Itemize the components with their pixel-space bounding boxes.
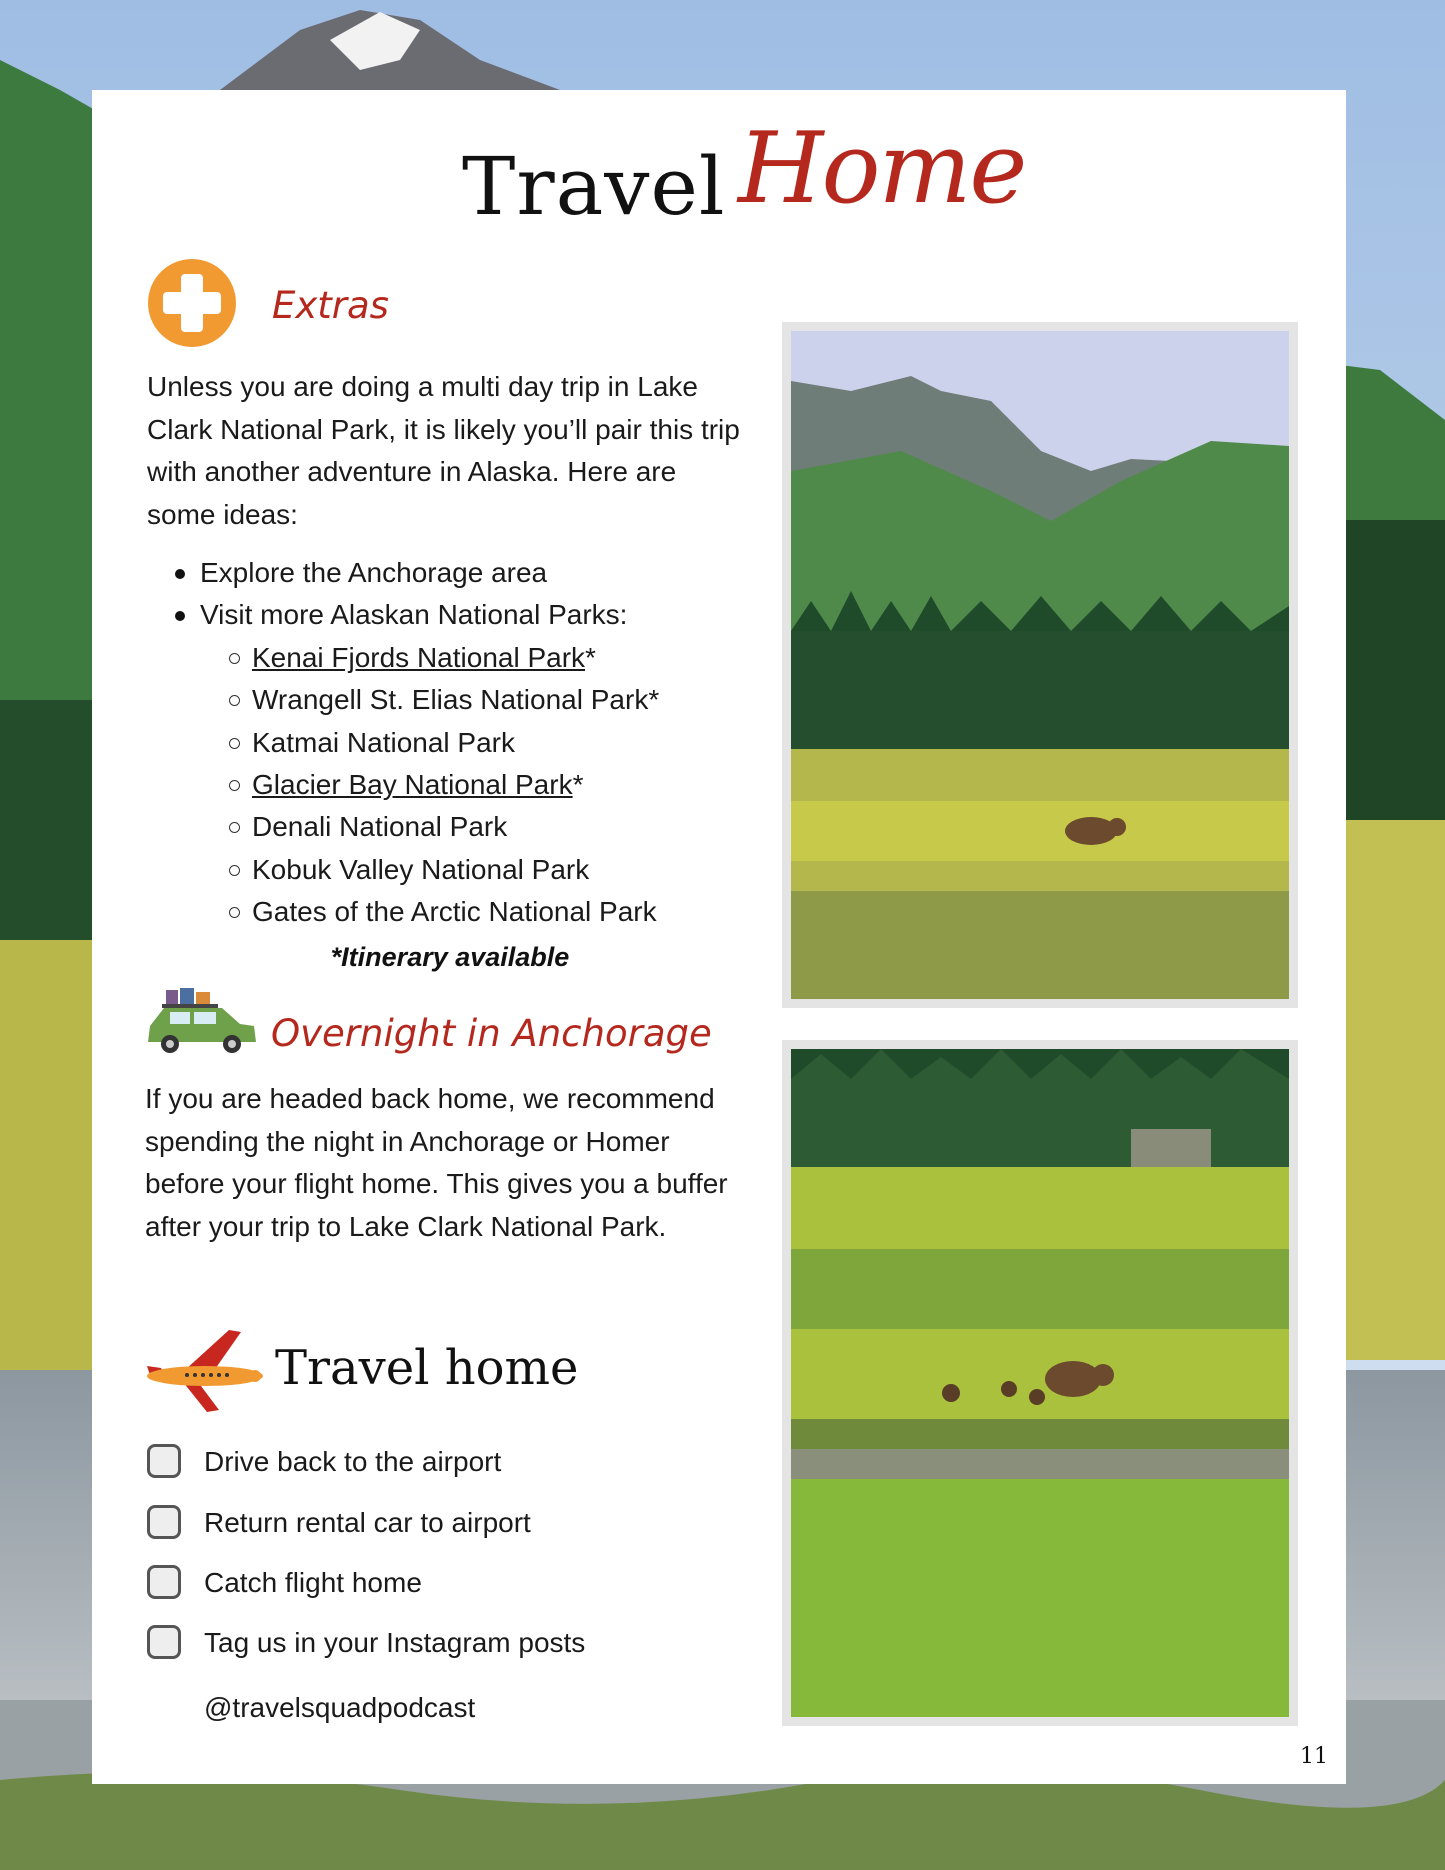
checkbox[interactable] [147,1625,181,1659]
park-item-denali: Denali National Park [172,806,659,848]
photo-mountain-meadow [782,322,1298,1008]
checkbox[interactable] [147,1505,181,1539]
instagram-handle: @travelsquadpodcast [204,1692,476,1723]
park-link[interactable]: Kenai Fjords National Park [252,641,586,673]
travel-home-heading: Travel home [275,1340,579,1396]
plus-icon [147,258,237,348]
checklist-label: Catch flight home [204,1567,422,1598]
list-item: Visit more Alaskan National Parks: [172,594,659,636]
checkbox[interactable] [147,1565,181,1599]
itinerary-note: *Itinerary available [330,942,570,972]
airplane-icon [143,1326,267,1414]
car-icon [144,986,260,1058]
overnight-heading: Overnight in Anchorage [271,1012,712,1055]
overnight-body: If you are headed back home, we recommend spending the night in Anchorage or Homer before your flight home. This gives you a buffer after your trip to Lake Clark National Park. [145,1083,728,1242]
park-link[interactable]: Glacier Bay National Park [252,768,573,800]
page-title: Travel [462,140,726,233]
park-item-kobuk: Kobuk Valley National Park [172,849,659,891]
extras-intro: Unless you are doing a multi day trip in Lake Clark National Park, it is likely you’ll pair this trip with another adventure in Alaska. Here are some ideas: [147,371,740,530]
list-item: Explore the Anchorage area [172,552,659,594]
park-item-kenai: Kenai Fjords National Park* [172,637,659,679]
park-item-katmai: Katmai National Park [172,722,659,764]
extras-heading: Extras [272,284,389,327]
photo-bear-family [782,1040,1298,1726]
park-item-gates: Gates of the Arctic National Park [172,891,659,933]
page-number: 11 [1300,1744,1328,1769]
checkbox[interactable] [147,1444,181,1478]
extras-list [172,552,659,934]
checklist-label: Tag us in your Instagram posts [204,1627,586,1658]
park-item-wrangell: Wrangell St. Elias National Park* [172,679,659,721]
checklist-label: Drive back to the airport [204,1446,502,1477]
checklist-label: Return rental car to airport [204,1507,531,1538]
park-item-glacier-bay: Glacier Bay National Park* [172,764,659,806]
page-title-script: Home [738,112,1026,226]
